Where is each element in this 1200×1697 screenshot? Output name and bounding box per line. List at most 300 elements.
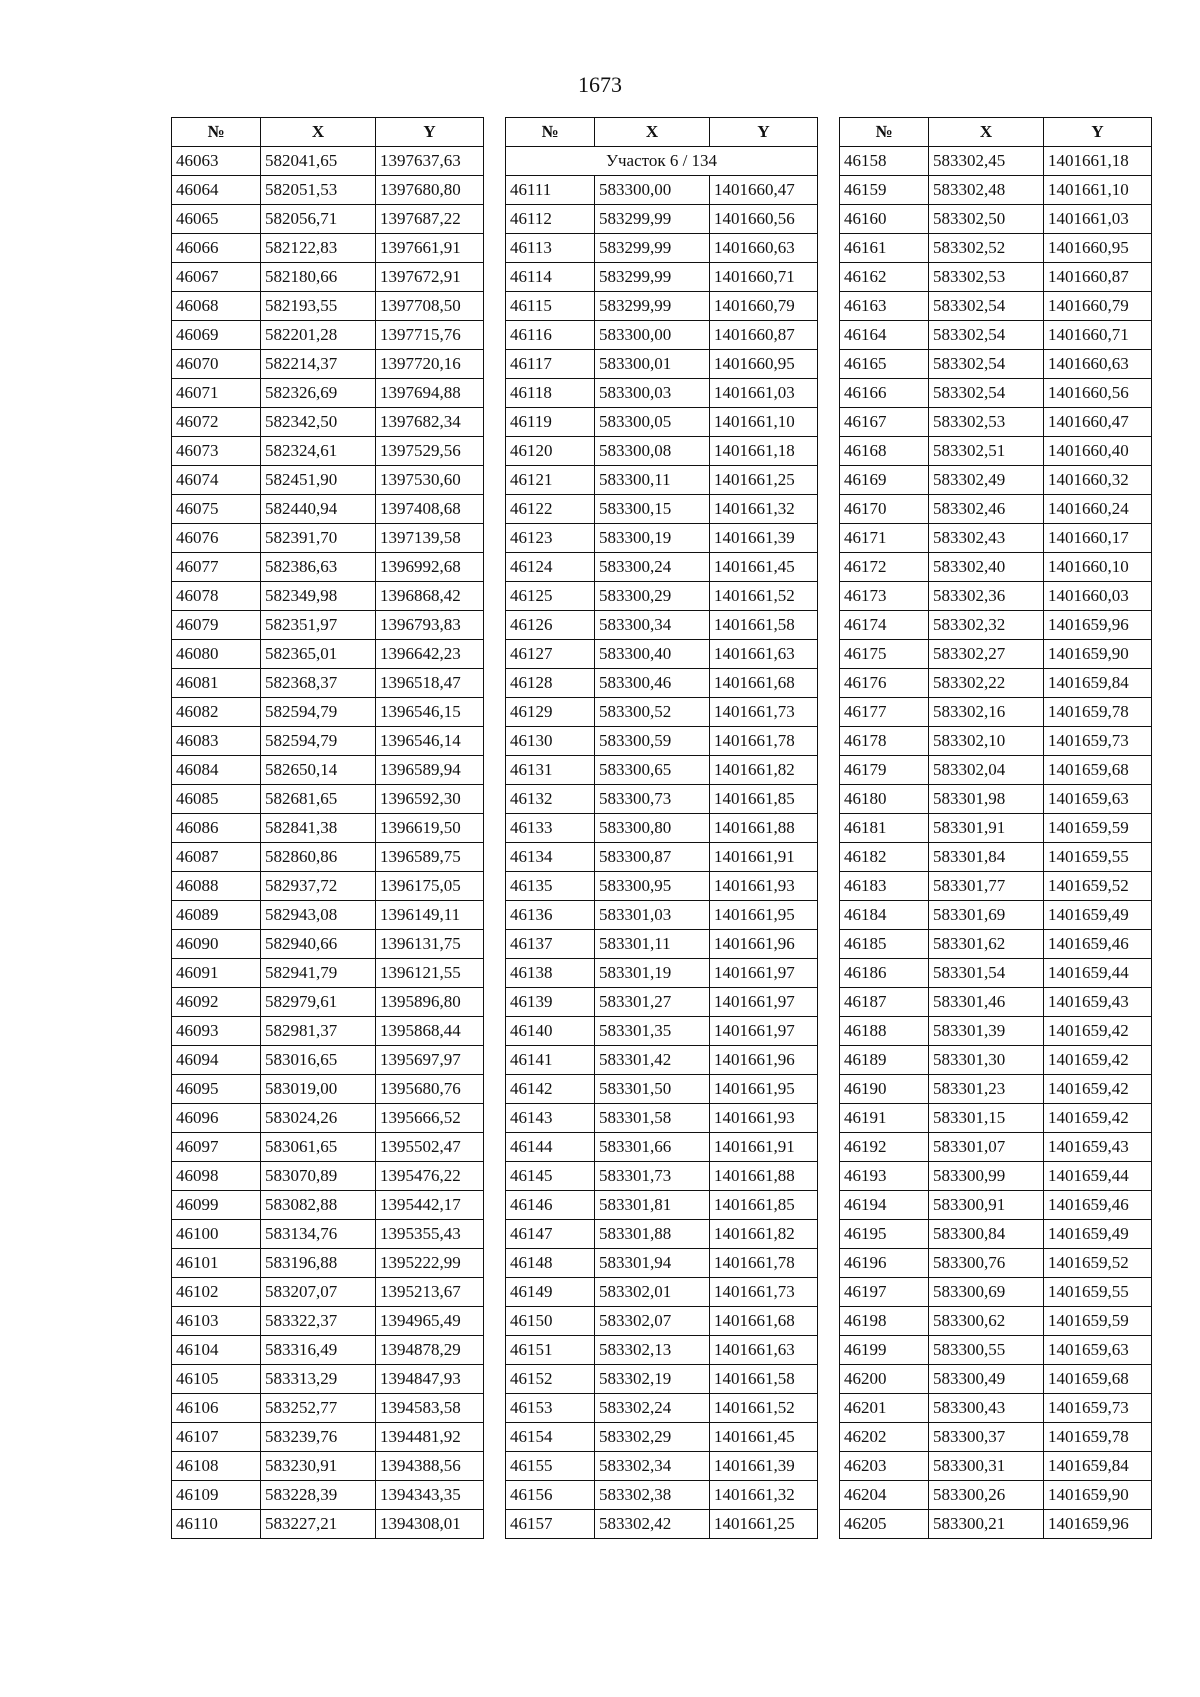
y-coordinate-cell: 1401661,93	[710, 1104, 818, 1133]
table-row	[172, 611, 484, 640]
y-coordinate-cell: 1394388,56	[376, 1452, 484, 1481]
point-number-cell: 46123	[506, 524, 595, 553]
table-row	[840, 872, 1152, 901]
x-coordinate-cell: 583302,42	[595, 1510, 710, 1539]
table-row	[506, 1220, 818, 1249]
y-coordinate-cell: 1401659,42	[1044, 1046, 1152, 1075]
point-number-cell: 46162	[840, 263, 929, 292]
table-row	[506, 1510, 818, 1539]
table-row	[172, 698, 484, 727]
y-coordinate-cell: 1397680,80	[376, 176, 484, 205]
y-coordinate-cell: 1394583,58	[376, 1394, 484, 1423]
x-coordinate-cell: 583300,26	[929, 1481, 1044, 1510]
table-row	[840, 756, 1152, 785]
y-coordinate-cell: 1401660,10	[1044, 553, 1152, 582]
table-row	[840, 1133, 1152, 1162]
y-coordinate-cell: 1401660,24	[1044, 495, 1152, 524]
x-coordinate-cell: 583301,81	[595, 1191, 710, 1220]
point-number-cell: 46070	[172, 350, 261, 379]
point-number-cell: 46129	[506, 698, 595, 727]
x-coordinate-cell: 583302,13	[595, 1336, 710, 1365]
x-coordinate-cell: 583300,80	[595, 814, 710, 843]
point-number-cell: 46076	[172, 524, 261, 553]
y-coordinate-cell: 1396619,50	[376, 814, 484, 843]
table-row	[840, 350, 1152, 379]
table-row	[840, 147, 1152, 176]
point-number-cell: 46170	[840, 495, 929, 524]
x-coordinate-cell: 583300,05	[595, 408, 710, 437]
x-coordinate-cell: 583300,69	[929, 1278, 1044, 1307]
point-number-cell: 46137	[506, 930, 595, 959]
table-row	[172, 727, 484, 756]
table-row	[172, 234, 484, 263]
y-coordinate-cell: 1397715,76	[376, 321, 484, 350]
x-coordinate-cell: 583301,66	[595, 1133, 710, 1162]
y-coordinate-cell: 1396121,55	[376, 959, 484, 988]
y-coordinate-cell: 1401659,78	[1044, 698, 1152, 727]
y-coordinate-cell: 1401661,96	[710, 1046, 818, 1075]
point-number-cell: 46089	[172, 901, 261, 930]
x-coordinate-cell: 583302,10	[929, 727, 1044, 756]
y-coordinate-cell: 1396992,68	[376, 553, 484, 582]
y-coordinate-cell: 1395868,44	[376, 1017, 484, 1046]
x-coordinate-cell: 583300,84	[929, 1220, 1044, 1249]
point-number-cell: 46077	[172, 553, 261, 582]
y-coordinate-cell: 1394343,35	[376, 1481, 484, 1510]
point-number-cell: 46179	[840, 756, 929, 785]
x-coordinate-cell: 583227,21	[261, 1510, 376, 1539]
point-number-cell: 46119	[506, 408, 595, 437]
point-number-cell: 46121	[506, 466, 595, 495]
table-row	[506, 1278, 818, 1307]
x-coordinate-cell: 583313,29	[261, 1365, 376, 1394]
column-header-x: X	[261, 118, 376, 147]
x-coordinate-cell: 582201,28	[261, 321, 376, 350]
x-coordinate-cell: 583300,65	[595, 756, 710, 785]
x-coordinate-cell: 583300,59	[595, 727, 710, 756]
table-row	[840, 640, 1152, 669]
table-row	[172, 1278, 484, 1307]
x-coordinate-cell: 582041,65	[261, 147, 376, 176]
y-coordinate-cell: 1401659,43	[1044, 1133, 1152, 1162]
table-row	[172, 147, 484, 176]
table-row	[506, 1075, 818, 1104]
point-number-cell: 46205	[840, 1510, 929, 1539]
x-coordinate-cell: 583300,00	[595, 176, 710, 205]
table-row	[172, 176, 484, 205]
x-coordinate-cell: 582841,38	[261, 814, 376, 843]
point-number-cell: 46169	[840, 466, 929, 495]
y-coordinate-cell: 1401659,84	[1044, 1452, 1152, 1481]
table-row	[172, 843, 484, 872]
table-row	[172, 1307, 484, 1336]
y-coordinate-cell: 1401660,87	[710, 321, 818, 350]
y-coordinate-cell: 1401660,56	[710, 205, 818, 234]
y-coordinate-cell: 1401660,47	[1044, 408, 1152, 437]
point-number-cell: 46086	[172, 814, 261, 843]
point-number-cell: 46204	[840, 1481, 929, 1510]
x-coordinate-cell: 583301,39	[929, 1017, 1044, 1046]
point-number-cell: 46171	[840, 524, 929, 553]
point-number-cell: 46143	[506, 1104, 595, 1133]
table-row	[172, 466, 484, 495]
point-number-cell: 46080	[172, 640, 261, 669]
x-coordinate-cell: 583301,54	[929, 959, 1044, 988]
y-coordinate-cell: 1401661,68	[710, 1307, 818, 1336]
y-coordinate-cell: 1396175,05	[376, 872, 484, 901]
column-header-number: №	[172, 118, 261, 147]
table-row	[506, 205, 818, 234]
y-coordinate-cell: 1401661,78	[710, 1249, 818, 1278]
x-coordinate-cell: 583302,16	[929, 698, 1044, 727]
y-coordinate-cell: 1401659,73	[1044, 1394, 1152, 1423]
x-coordinate-cell: 583300,24	[595, 553, 710, 582]
table-row	[506, 1394, 818, 1423]
table-row	[840, 553, 1152, 582]
table-row	[172, 959, 484, 988]
x-coordinate-cell: 583301,94	[595, 1249, 710, 1278]
y-coordinate-cell: 1397529,56	[376, 437, 484, 466]
table-row	[506, 727, 818, 756]
y-coordinate-cell: 1401660,32	[1044, 466, 1152, 495]
y-coordinate-cell: 1394308,01	[376, 1510, 484, 1539]
x-coordinate-cell: 582940,66	[261, 930, 376, 959]
table-row	[840, 1104, 1152, 1133]
point-number-cell: 46197	[840, 1278, 929, 1307]
point-number-cell: 46191	[840, 1104, 929, 1133]
table-row	[506, 176, 818, 205]
table-row	[840, 1423, 1152, 1452]
x-coordinate-cell: 582937,72	[261, 872, 376, 901]
x-coordinate-cell: 582979,61	[261, 988, 376, 1017]
x-coordinate-cell: 582681,65	[261, 785, 376, 814]
y-coordinate-cell: 1401659,90	[1044, 640, 1152, 669]
column-header-number: №	[506, 118, 595, 147]
table-row	[506, 292, 818, 321]
table-row	[840, 1220, 1152, 1249]
y-coordinate-cell: 1394878,29	[376, 1336, 484, 1365]
y-coordinate-cell: 1397720,16	[376, 350, 484, 379]
point-number-cell: 46196	[840, 1249, 929, 1278]
x-coordinate-cell: 582342,50	[261, 408, 376, 437]
table-row	[506, 1133, 818, 1162]
coordinates-table-1	[171, 117, 484, 1539]
y-coordinate-cell: 1397408,68	[376, 495, 484, 524]
table-row	[172, 1075, 484, 1104]
y-coordinate-cell: 1401660,56	[1044, 379, 1152, 408]
point-number-cell: 46135	[506, 872, 595, 901]
point-number-cell: 46201	[840, 1394, 929, 1423]
x-coordinate-cell: 583300,37	[929, 1423, 1044, 1452]
y-coordinate-cell: 1401659,46	[1044, 930, 1152, 959]
point-number-cell: 46193	[840, 1162, 929, 1191]
point-number-cell: 46094	[172, 1046, 261, 1075]
x-coordinate-cell: 583299,99	[595, 205, 710, 234]
x-coordinate-cell: 583230,91	[261, 1452, 376, 1481]
point-number-cell: 46192	[840, 1133, 929, 1162]
table-row	[172, 350, 484, 379]
y-coordinate-cell: 1397687,22	[376, 205, 484, 234]
y-coordinate-cell: 1397694,88	[376, 379, 484, 408]
x-coordinate-cell: 582324,61	[261, 437, 376, 466]
x-coordinate-cell: 583301,03	[595, 901, 710, 930]
point-number-cell: 46189	[840, 1046, 929, 1075]
x-coordinate-cell: 583302,52	[929, 234, 1044, 263]
y-coordinate-cell: 1401661,97	[710, 959, 818, 988]
x-coordinate-cell: 583019,00	[261, 1075, 376, 1104]
table-row	[506, 1307, 818, 1336]
point-number-cell: 46141	[506, 1046, 595, 1075]
table-header-row	[840, 118, 1152, 147]
y-coordinate-cell: 1395896,80	[376, 988, 484, 1017]
point-number-cell: 46109	[172, 1481, 261, 1510]
x-coordinate-cell: 583300,31	[929, 1452, 1044, 1481]
x-coordinate-cell: 582351,97	[261, 611, 376, 640]
column-header-number: №	[840, 118, 929, 147]
table-row	[506, 321, 818, 350]
table-row	[172, 263, 484, 292]
table-row	[506, 698, 818, 727]
y-coordinate-cell: 1395502,47	[376, 1133, 484, 1162]
y-coordinate-cell: 1401660,95	[1044, 234, 1152, 263]
x-coordinate-cell: 583016,65	[261, 1046, 376, 1075]
x-coordinate-cell: 583239,76	[261, 1423, 376, 1452]
point-number-cell: 46153	[506, 1394, 595, 1423]
y-coordinate-cell: 1401661,78	[710, 727, 818, 756]
point-number-cell: 46136	[506, 901, 595, 930]
x-coordinate-cell: 583302,38	[595, 1481, 710, 1510]
point-number-cell: 46133	[506, 814, 595, 843]
table-row	[506, 1249, 818, 1278]
point-number-cell: 46199	[840, 1336, 929, 1365]
y-coordinate-cell: 1401661,85	[710, 785, 818, 814]
point-number-cell: 46110	[172, 1510, 261, 1539]
y-coordinate-cell: 1395442,17	[376, 1191, 484, 1220]
y-coordinate-cell: 1401660,79	[710, 292, 818, 321]
point-number-cell: 46149	[506, 1278, 595, 1307]
y-coordinate-cell: 1401659,63	[1044, 1336, 1152, 1365]
column-header-x: X	[595, 118, 710, 147]
x-coordinate-cell: 582941,79	[261, 959, 376, 988]
table-row	[840, 727, 1152, 756]
y-coordinate-cell: 1401661,52	[710, 582, 818, 611]
x-coordinate-cell: 583301,35	[595, 1017, 710, 1046]
table-row	[172, 1191, 484, 1220]
point-number-cell: 46181	[840, 814, 929, 843]
point-number-cell: 46097	[172, 1133, 261, 1162]
x-coordinate-cell: 583301,98	[929, 785, 1044, 814]
point-number-cell: 46118	[506, 379, 595, 408]
point-number-cell: 46108	[172, 1452, 261, 1481]
y-coordinate-cell: 1396868,42	[376, 582, 484, 611]
point-number-cell: 46098	[172, 1162, 261, 1191]
point-number-cell: 46139	[506, 988, 595, 1017]
point-number-cell: 46194	[840, 1191, 929, 1220]
point-number-cell: 46203	[840, 1452, 929, 1481]
y-coordinate-cell: 1401659,78	[1044, 1423, 1152, 1452]
x-coordinate-cell: 583301,84	[929, 843, 1044, 872]
y-coordinate-cell: 1396642,23	[376, 640, 484, 669]
table-row	[840, 959, 1152, 988]
table-row	[506, 1162, 818, 1191]
x-coordinate-cell: 582193,55	[261, 292, 376, 321]
table-row	[840, 263, 1152, 292]
y-coordinate-cell: 1401661,10	[1044, 176, 1152, 205]
y-coordinate-cell: 1396589,75	[376, 843, 484, 872]
point-number-cell: 46082	[172, 698, 261, 727]
y-coordinate-cell: 1396546,15	[376, 698, 484, 727]
table-row	[506, 1104, 818, 1133]
point-number-cell: 46165	[840, 350, 929, 379]
point-number-cell: 46126	[506, 611, 595, 640]
x-coordinate-cell: 583134,76	[261, 1220, 376, 1249]
table-row	[506, 785, 818, 814]
table-row	[172, 1394, 484, 1423]
x-coordinate-cell: 583196,88	[261, 1249, 376, 1278]
x-coordinate-cell: 582451,90	[261, 466, 376, 495]
point-number-cell: 46167	[840, 408, 929, 437]
point-number-cell: 46099	[172, 1191, 261, 1220]
table-row	[172, 930, 484, 959]
y-coordinate-cell: 1401661,39	[710, 524, 818, 553]
table-row	[506, 379, 818, 408]
point-number-cell: 46068	[172, 292, 261, 321]
x-coordinate-cell: 583300,43	[929, 1394, 1044, 1423]
y-coordinate-cell: 1401661,45	[710, 1423, 818, 1452]
y-coordinate-cell: 1401660,40	[1044, 437, 1152, 466]
table-row	[840, 1278, 1152, 1307]
y-coordinate-cell: 1401660,63	[710, 234, 818, 263]
table-row	[840, 234, 1152, 263]
table-row	[840, 205, 1152, 234]
point-number-cell: 46183	[840, 872, 929, 901]
table-row	[506, 611, 818, 640]
x-coordinate-cell: 583301,19	[595, 959, 710, 988]
point-number-cell: 46107	[172, 1423, 261, 1452]
table-row	[172, 321, 484, 350]
x-coordinate-cell: 583300,01	[595, 350, 710, 379]
y-coordinate-cell: 1401660,03	[1044, 582, 1152, 611]
point-number-cell: 46200	[840, 1365, 929, 1394]
x-coordinate-cell: 583302,07	[595, 1307, 710, 1336]
y-coordinate-cell: 1401661,88	[710, 814, 818, 843]
x-coordinate-cell: 582650,14	[261, 756, 376, 785]
table-row	[506, 669, 818, 698]
table-row	[172, 379, 484, 408]
point-number-cell: 46093	[172, 1017, 261, 1046]
point-number-cell: 46146	[506, 1191, 595, 1220]
x-coordinate-cell: 583300,15	[595, 495, 710, 524]
table-row	[506, 1017, 818, 1046]
table-row	[840, 1394, 1152, 1423]
point-number-cell: 46147	[506, 1220, 595, 1249]
x-coordinate-cell: 583300,46	[595, 669, 710, 698]
point-number-cell: 46156	[506, 1481, 595, 1510]
y-coordinate-cell: 1396589,94	[376, 756, 484, 785]
coordinates-table-3	[839, 117, 1152, 1539]
x-coordinate-cell: 583302,46	[929, 495, 1044, 524]
point-number-cell: 46079	[172, 611, 261, 640]
x-coordinate-cell: 582594,79	[261, 727, 376, 756]
table-row	[506, 1481, 818, 1510]
point-number-cell: 46073	[172, 437, 261, 466]
table-row	[506, 872, 818, 901]
x-coordinate-cell: 583302,49	[929, 466, 1044, 495]
point-number-cell: 46172	[840, 553, 929, 582]
y-coordinate-cell: 1394847,93	[376, 1365, 484, 1394]
table-row	[172, 756, 484, 785]
point-number-cell: 46096	[172, 1104, 261, 1133]
table-row	[172, 205, 484, 234]
table-row	[506, 901, 818, 930]
table-row	[840, 437, 1152, 466]
point-number-cell: 46157	[506, 1510, 595, 1539]
y-coordinate-cell: 1401661,91	[710, 1133, 818, 1162]
table-row	[840, 524, 1152, 553]
point-number-cell: 46159	[840, 176, 929, 205]
point-number-cell: 46174	[840, 611, 929, 640]
point-number-cell: 46124	[506, 553, 595, 582]
table-row	[172, 1365, 484, 1394]
page-number: 1673	[578, 72, 622, 97]
x-coordinate-cell: 583300,55	[929, 1336, 1044, 1365]
y-coordinate-cell: 1401659,96	[1044, 611, 1152, 640]
y-coordinate-cell: 1401659,42	[1044, 1017, 1152, 1046]
table-row	[840, 582, 1152, 611]
x-coordinate-cell: 583299,99	[595, 263, 710, 292]
table-row	[840, 292, 1152, 321]
point-number-cell: 46085	[172, 785, 261, 814]
table-row	[172, 1249, 484, 1278]
point-number-cell: 46115	[506, 292, 595, 321]
point-number-cell: 46202	[840, 1423, 929, 1452]
table-row	[172, 524, 484, 553]
y-coordinate-cell: 1397661,91	[376, 234, 484, 263]
y-coordinate-cell: 1401661,63	[710, 640, 818, 669]
table-row	[172, 988, 484, 1017]
table-row	[172, 582, 484, 611]
x-coordinate-cell: 583302,01	[595, 1278, 710, 1307]
table-row	[840, 1510, 1152, 1539]
y-coordinate-cell: 1397637,63	[376, 147, 484, 176]
y-coordinate-cell: 1401661,82	[710, 1220, 818, 1249]
table-row	[840, 814, 1152, 843]
point-number-cell: 46105	[172, 1365, 261, 1394]
y-coordinate-cell: 1401661,25	[710, 466, 818, 495]
point-number-cell: 46166	[840, 379, 929, 408]
y-coordinate-cell: 1401659,42	[1044, 1104, 1152, 1133]
y-coordinate-cell: 1401661,97	[710, 1017, 818, 1046]
x-coordinate-cell: 582365,01	[261, 640, 376, 669]
x-coordinate-cell: 583302,32	[929, 611, 1044, 640]
x-coordinate-cell: 583301,46	[929, 988, 1044, 1017]
point-number-cell: 46154	[506, 1423, 595, 1452]
x-coordinate-cell: 583300,99	[929, 1162, 1044, 1191]
table-row	[506, 1046, 818, 1075]
x-coordinate-cell: 583300,19	[595, 524, 710, 553]
point-number-cell: 46063	[172, 147, 261, 176]
x-coordinate-cell: 583302,36	[929, 582, 1044, 611]
table-row	[506, 437, 818, 466]
y-coordinate-cell: 1401659,49	[1044, 901, 1152, 930]
y-coordinate-cell: 1401659,43	[1044, 988, 1152, 1017]
point-number-cell: 46144	[506, 1133, 595, 1162]
y-coordinate-cell: 1401659,46	[1044, 1191, 1152, 1220]
point-number-cell: 46091	[172, 959, 261, 988]
y-coordinate-cell: 1396793,83	[376, 611, 484, 640]
x-coordinate-cell: 583302,54	[929, 292, 1044, 321]
y-coordinate-cell: 1401661,63	[710, 1336, 818, 1365]
